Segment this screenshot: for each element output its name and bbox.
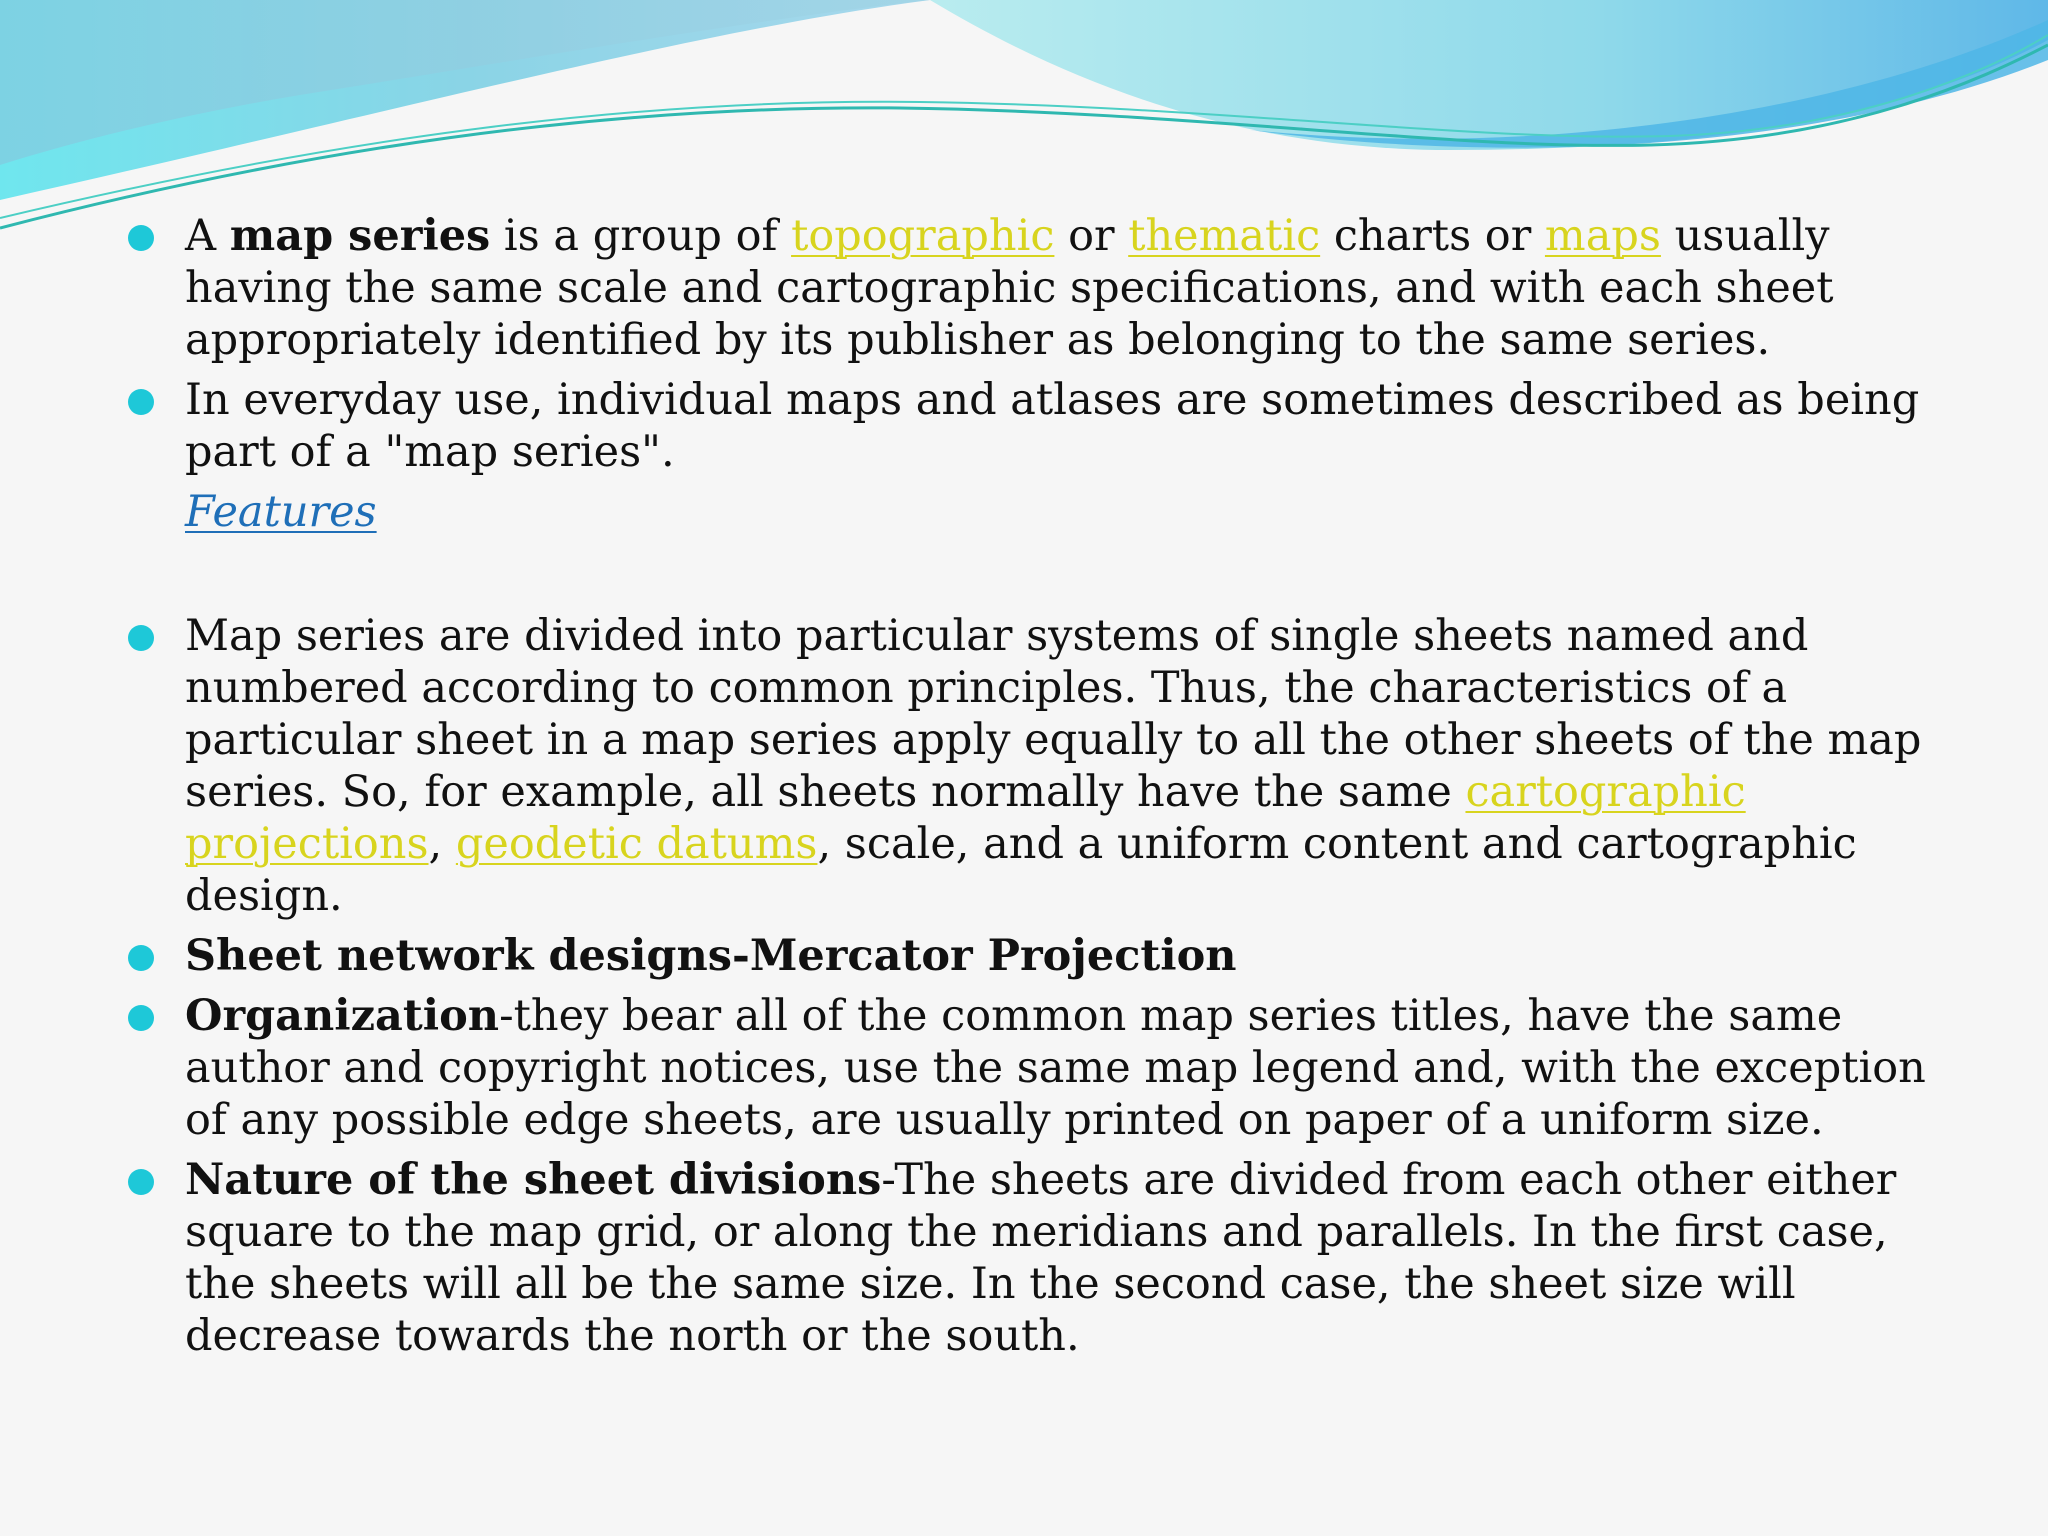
bullet-item-divided <box>128 610 1948 922</box>
bullet-dot-icon <box>128 945 154 971</box>
bullet-text: , scale, and a uniform content and cartographic design. <box>185 819 1857 921</box>
bullet-dot-icon <box>128 225 154 251</box>
bullet-text: A <box>185 211 230 261</box>
bullet-text: or <box>1054 211 1129 261</box>
wave-header-decoration <box>0 0 2048 240</box>
bullet-item-everyday-use <box>128 374 1948 478</box>
features-line <box>128 486 1948 538</box>
link-cartographic-projections[interactable]: cartographic projections <box>185 767 1746 869</box>
bold-term: Nature of the sheet divisions <box>185 1155 882 1205</box>
bullet-item-map-series <box>128 210 1948 366</box>
bullet-text: -The sheets are divided from each other either square to the map grid, or along the meridians and parallels. In the first case, the sheets will all be the same size. In the second case, the sheet size will decrease towards the north or the south. <box>185 1155 1897 1361</box>
bullet-item-sheet-network <box>128 930 1948 982</box>
link-features[interactable]: Features <box>185 487 377 537</box>
bullet-text: -they bear all of the common map series titles, have the same author and copyright notices, use the same map legend and, with the exception of any possible edge sheets, are usually printed on paper of a uniform size. <box>185 991 1926 1145</box>
link-maps[interactable]: maps <box>1544 211 1661 261</box>
bullet-text: , <box>428 819 456 869</box>
link-topographic[interactable]: topographic <box>791 211 1055 261</box>
bullet-item-organization <box>128 990 1948 1146</box>
bullet-dot-icon <box>128 625 154 651</box>
bullet-text: Map series are divided into particular systems of single sheets named and numbered according to common principles. Thus, the characteristics of a particular sheet in a map series apply equally to all the other sheets of the map series. So, for example, all sheets normally have the same <box>185 611 1922 817</box>
bullet-dot-icon <box>128 389 154 415</box>
bold-term: map series <box>229 211 491 261</box>
link-thematic[interactable]: thematic <box>1128 211 1321 261</box>
bullet-dot-icon <box>128 1169 154 1195</box>
bullet-list <box>128 210 1948 1362</box>
bullet-text: charts or <box>1320 211 1545 261</box>
bullet-text: is a group of <box>490 211 792 261</box>
bullet-dot-icon <box>128 1005 154 1031</box>
bold-term: Organization <box>185 991 500 1041</box>
link-geodetic-datums[interactable]: geodetic datums <box>455 819 818 869</box>
bullet-item-sheet-divisions <box>128 1154 1948 1362</box>
bold-term: Sheet network designs-Mercator Projection <box>185 931 1237 981</box>
bullet-text: In everyday use, individual maps and atlases are sometimes described as being part of a "map series". <box>185 375 1920 477</box>
bullet-text: usually having the same scale and cartographic specifications, and with each sheet appropriately identified by its publisher as belonging to the same series. <box>185 211 1834 365</box>
